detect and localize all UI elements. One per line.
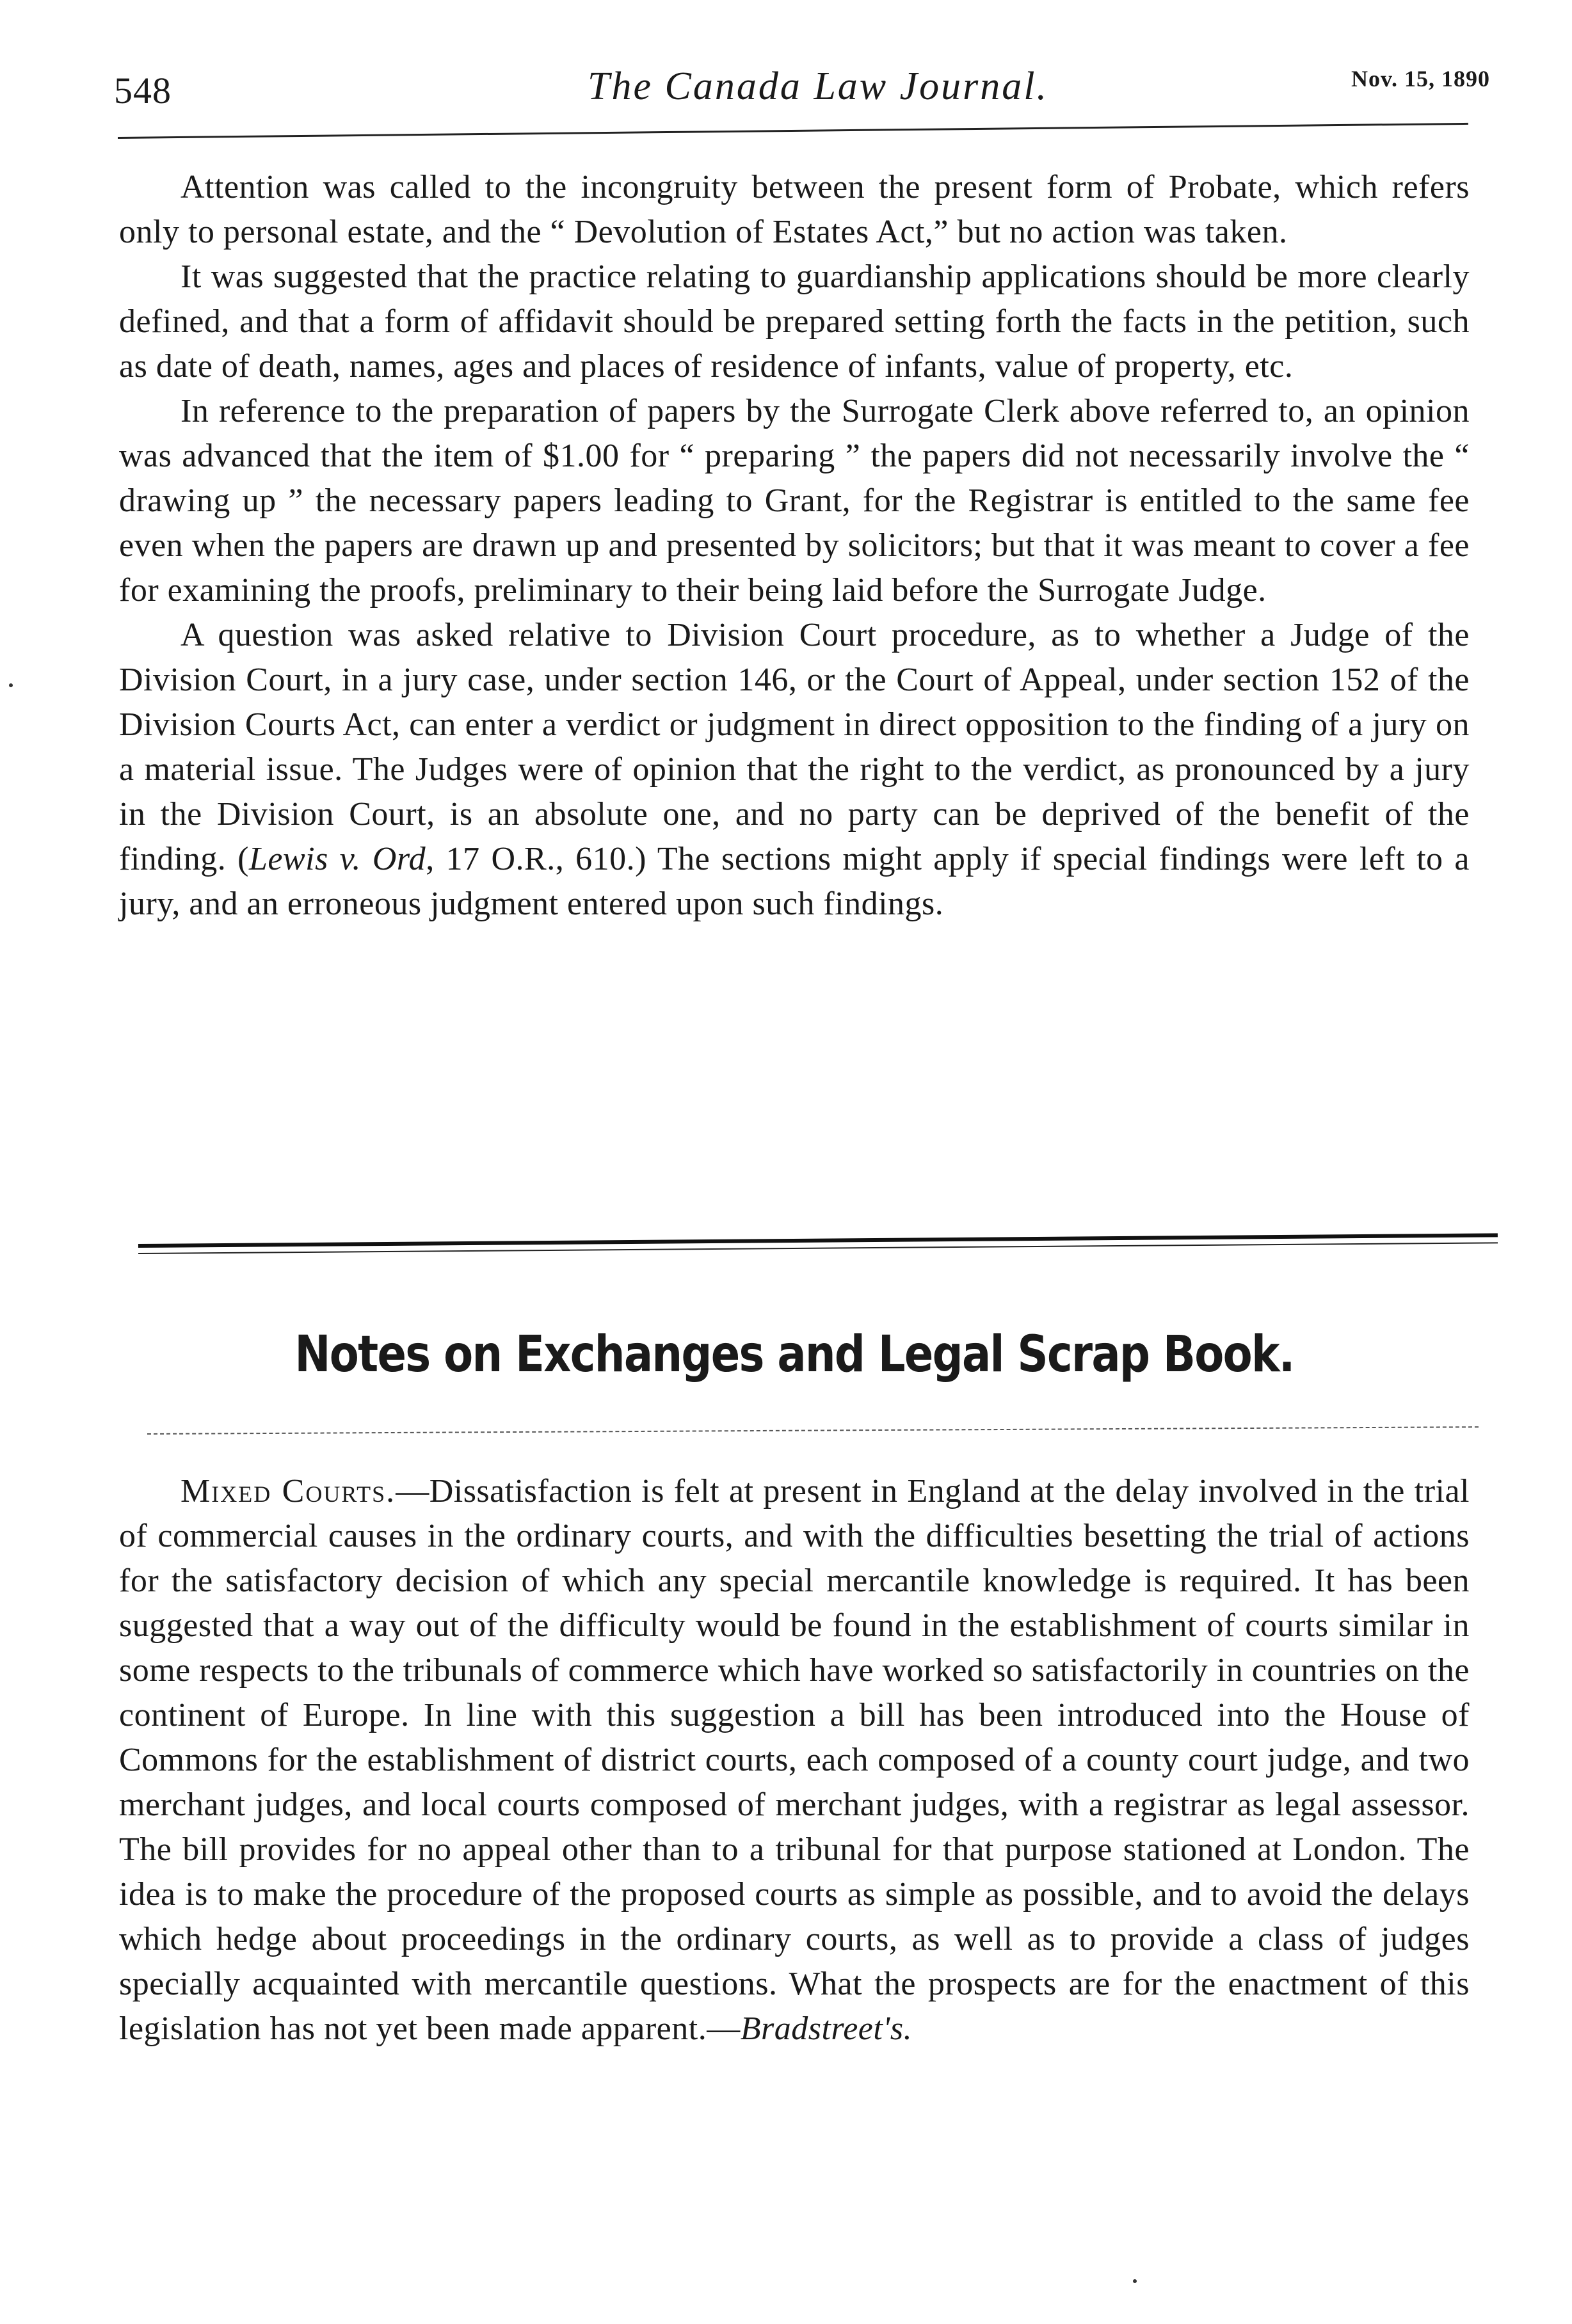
- running-header: [114, 64, 1490, 122]
- section-heading: Notes on Exchanges and Legal Scrap Book.: [294, 1326, 1294, 1383]
- page-number: 548: [114, 70, 172, 111]
- stray-ink-mark: [9, 683, 13, 687]
- mixed-courts-body: —Dissatisfaction is felt at present in England at the delay involved in the trial of commercial causes in the ordinary courts, and with the difficulties besetting the trial of actions for the satisfactory decision of which any special mercantile knowledge is required. It has been suggested that a way out of the difficulty would be found in the establishment of courts similar in some respects to the tribunals of commerce which have worked so satisfactorily in countries on the continent of Europe. In line with this suggestion a bill has been introduced into the House of Commons for the establishment of district courts, each composed of a county court judge, and two merchant judges, and local courts composed of merchant judges, with a registrar as legal assessor. The bill provides for no appeal other than to a tribunal for that purpose stationed at London. The idea is to make the procedure of the proposed courts as simple as possible, and to avoid the delays which hedge about proceedings in the ordinary courts, as well as to provide a class of judges specially acquainted with mercantile questions. What the prospects are for the enactment of this legislation has not yet been made apparent.—: [119, 1473, 1470, 2047]
- heading-rule: [147, 1426, 1479, 1435]
- stray-ink-mark: [1133, 2279, 1137, 2283]
- surrogate-notes-section: [119, 165, 1470, 927]
- paragraph-surrogate-clerk: In reference to the preparation of papers by the Surrogate Clerk above referred to, an opinion was advanced that the item of $1.00 for “ preparing ” the papers did not necessarily involve the “ drawing up ” the necessary papers leading to Grant, for the Registrar is entitled to the same fee even when the papers are drawn up and presented by solicitors; but that it was meant to cover a fee for examining the proofs, preliminary to their being laid before the Surrogate Judge.: [119, 393, 1470, 609]
- division-court-text: A question was asked relative to Division Court procedure, as to whether a Judge of the Division Court, in a jury case, under section 146, or the Court of Appeal, under section 152 of the Division Courts Act, can enter a verdict or judgment in direct opposition to the finding of a jury on a material issue. The Judges were of opinion that the right to the verdict, as pronounced by a jury in the Division Court, is an absolute one, and no party can be deprived of the benefit of the finding. (: [119, 617, 1470, 877]
- journal-title: The Canada Law Journal.: [587, 65, 1049, 108]
- issue-date: Nov. 15, 1890: [1351, 66, 1490, 92]
- paragraph-mixed-courts: [119, 1469, 1470, 2051]
- division-court-text-end: , 17 O.R., 610.) The sections might apply if special findings were left to a jury, and an erroneous judgment entered upon such findings.: [119, 841, 1470, 922]
- scrap-book-section: [119, 1469, 1470, 2051]
- header-rule: [118, 123, 1468, 139]
- source-attribution: Bradstreet's.: [740, 2010, 913, 2047]
- case-citation: Lewis v. Ord: [248, 841, 426, 877]
- divider-thick-line: [138, 1233, 1498, 1248]
- mixed-courts-lead-in: Mixed Courts.: [180, 1473, 396, 1509]
- paragraph-probate: Attention was called to the incongruity between the present form of Probate, which refers only to personal estate, and the “ Devolution of Estates Act,” but no action was taken.: [119, 169, 1470, 250]
- paragraph-guardianship: It was suggested that the practice relating to guardianship applications should be more clearly defined, and that a form of affidavit should be prepared setting forth the facts in the petition, such as date of death, names, ages and places of residence of infants, value of property, etc.: [119, 259, 1470, 385]
- section-divider: [138, 1233, 1498, 1253]
- paragraph-division-court: [119, 613, 1470, 927]
